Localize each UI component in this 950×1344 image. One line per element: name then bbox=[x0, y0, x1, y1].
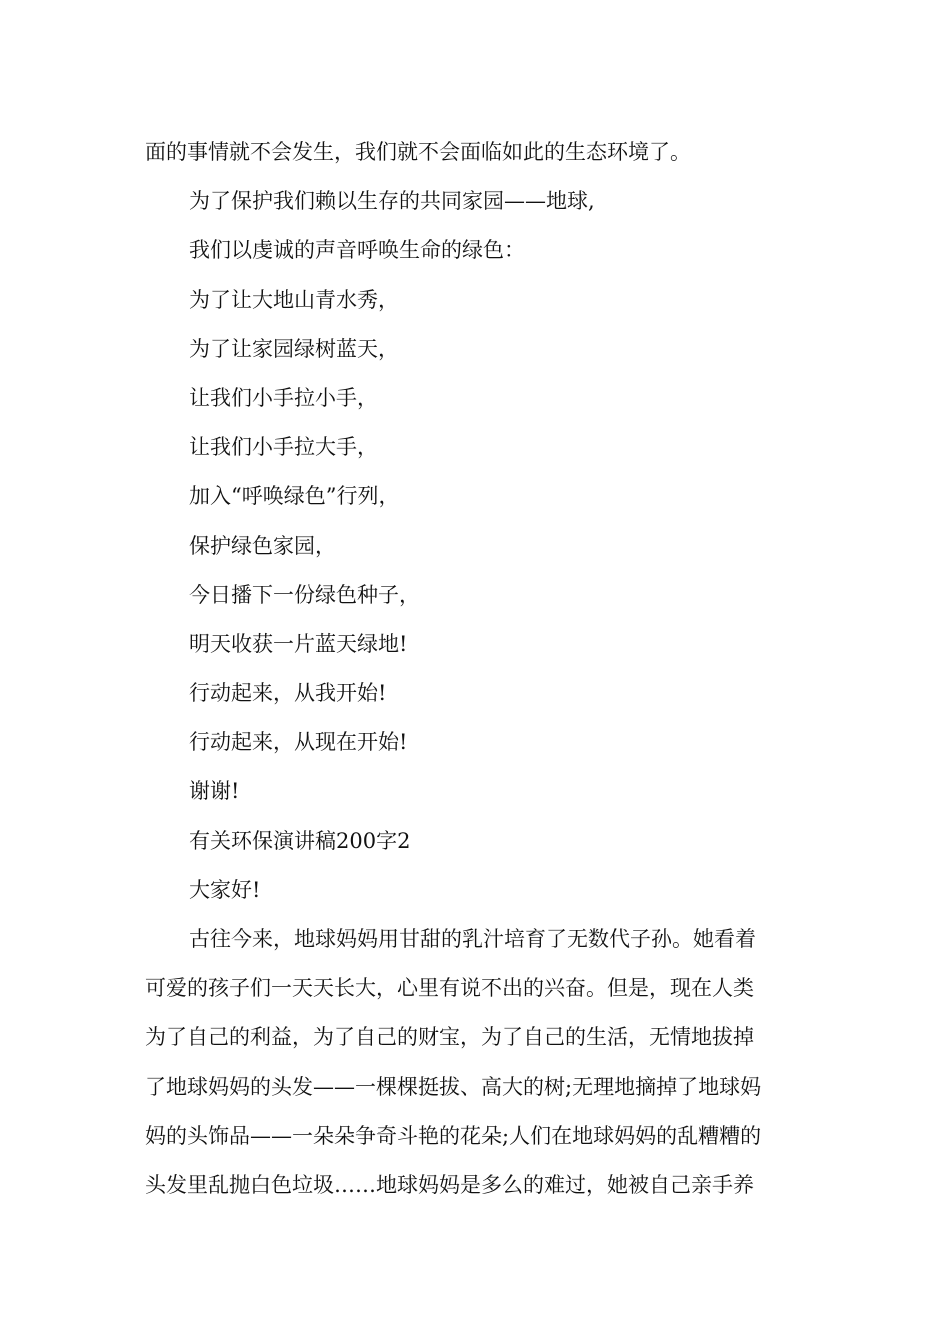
text-line: 面的事情就不会发生，我们就不会面临如此的生态环境了。 bbox=[145, 140, 691, 164]
text-line: 行动起来，从我开始! bbox=[189, 681, 387, 706]
text-line: 头发里乱抛白色垃圾……地球妈妈是多么的难过，她被自己亲手养 bbox=[145, 1172, 754, 1197]
text-line: 今日播下一份绿色种子， bbox=[189, 582, 420, 607]
text-line: 我们以虔诚的声音呼唤生命的绿色： bbox=[189, 238, 525, 263]
text-line: 加入“呼唤绿色”行列， bbox=[189, 484, 400, 509]
text-line: 行动起来，从现在开始! bbox=[189, 730, 408, 755]
text-line: 为了让家园绿树蓝天， bbox=[189, 336, 399, 361]
text-line: 让我们小手拉大手， bbox=[189, 435, 378, 460]
text-line: 妈的头饰品——一朵朵争奇斗艳的花朵;人们在地球妈妈的乱糟糟的 bbox=[145, 1123, 762, 1148]
text-line: 为了保护我们赖以生存的共同家园——地球, bbox=[189, 189, 595, 214]
section-heading: 有关环保演讲稿200字2 bbox=[189, 828, 411, 853]
text-line: 大家好! bbox=[189, 877, 261, 902]
text-line: 谢谢! bbox=[189, 779, 240, 804]
text-line: 古往今来，地球妈妈用甘甜的乳汁培育了无数代子孙。她看着 bbox=[189, 927, 756, 951]
text-line: 为了让大地山青水秀， bbox=[189, 287, 399, 312]
document-body bbox=[145, 128, 810, 1210]
text-line: 了地球妈妈的头发——一棵棵挺拔、高大的树;无理地摘掉了地球妈 bbox=[145, 1074, 762, 1099]
text-line: 保护绿色家园， bbox=[189, 533, 336, 558]
text-line: 明天收获一片蓝天绿地! bbox=[189, 631, 408, 656]
text-line: 可爱的孩子们一天天长大，心里有说不出的兴奋。但是，现在人类 bbox=[145, 976, 754, 1001]
text-line: 为了自己的利益，为了自己的财宝，为了自己的生活，无情地拔掉 bbox=[145, 1025, 754, 1050]
text-line: 让我们小手拉小手， bbox=[189, 385, 378, 410]
